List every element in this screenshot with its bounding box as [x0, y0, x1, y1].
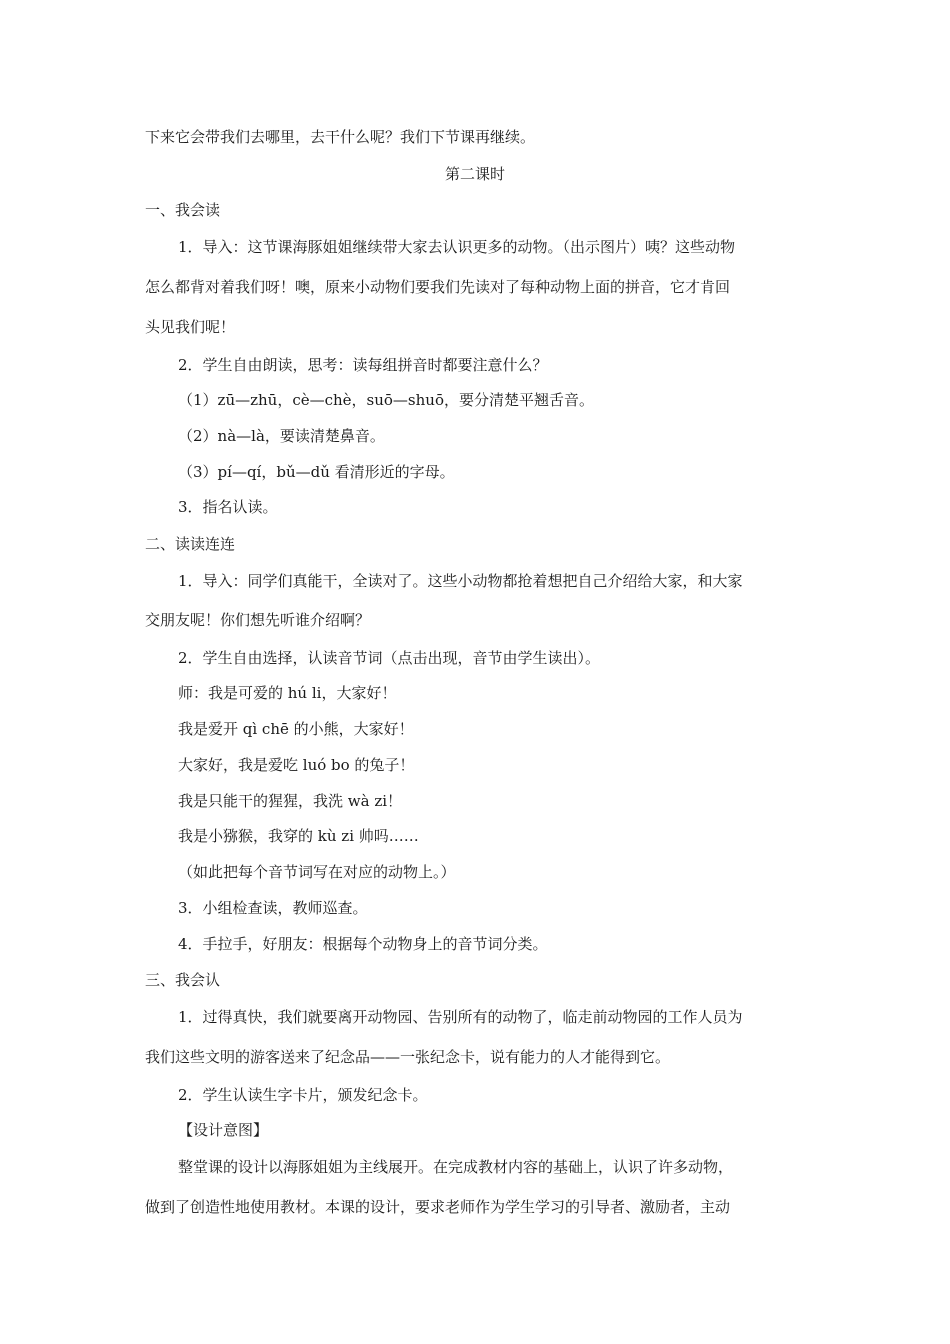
paragraph-line: 2．学生自由朗读，思考：读每组拼音时都要注意什么？: [178, 356, 548, 374]
dialogue-line: 我是爱开 qì chē 的小熊，大家好！: [178, 720, 414, 738]
list-item: （1）zū—zhū，cè—chè，suō—shuō，要分清楚平翘舌音。: [178, 391, 594, 409]
dialogue-line: 我是只能干的猩猩，我洗 wà zi！: [178, 792, 403, 810]
paragraph-line: 1．导入：这节课海豚姐姐继续带大家去认识更多的动物。（出示图片）咦？这些动物: [178, 238, 736, 256]
paragraph-line: 3．指名认读。: [178, 498, 278, 516]
paragraph-line: 1．导入：同学们真能干，全读对了。这些小动物都抢着想把自己介绍给大家，和大家: [178, 572, 743, 590]
dialogue-line: 师：我是可爱的 hú li，大家好！: [178, 684, 397, 702]
paragraph-line: 我们这些文明的游客送来了纪念品——一张纪念卡，说有能力的人才能得到它。: [145, 1048, 671, 1066]
section-heading: 一、我会读: [145, 201, 221, 219]
paragraph-line: 2．学生认读生字卡片，颁发纪念卡。: [178, 1086, 428, 1104]
dialogue-line: 大家好，我是爱吃 luó bo 的兔子！: [178, 756, 415, 774]
list-item: （2）nà—là，要读清楚鼻音。: [178, 427, 385, 445]
paragraph-line: 做到了创造性地使用教材。本课的设计，要求老师作为学生学习的引导者、激励者，主动: [145, 1198, 731, 1216]
paragraph-line: （如此把每个音节词写在对应的动物上。）: [178, 863, 456, 881]
list-item: （3）pí—qí，bǔ—dǔ 看清形近的字母。: [178, 463, 455, 481]
paragraph-line: 交朋友呢！你们想先听谁介绍啊？: [145, 611, 371, 629]
paragraph-line: 整堂课的设计以海豚姐姐为主线展开。在完成教材内容的基础上，认识了许多动物，: [178, 1158, 734, 1176]
design-intent-heading: 【设计意图】: [178, 1121, 269, 1139]
paragraph-line: 头见我们呢！: [145, 318, 236, 336]
section-heading: 二、读读连连: [145, 535, 236, 553]
dialogue-line: 我是小猕猴，我穿的 kù zi 帅吗……: [178, 827, 419, 845]
paragraph-line: 怎么都背对着我们呀！噢，原来小动物们要我们先读对了每种动物上面的拼音，它才肯回: [145, 278, 731, 296]
paragraph-line: 3．小组检查读，教师巡查。: [178, 899, 368, 917]
paragraph-line: 下来它会带我们去哪里，去干什么呢？我们下节课再继续。: [145, 128, 536, 146]
lesson-heading: 第二课时: [444, 165, 505, 183]
paragraph-line: 1．过得真快，我们就要离开动物园、告别所有的动物了，临走前动物园的工作人员为: [178, 1008, 743, 1026]
section-heading: 三、我会认: [145, 971, 221, 989]
paragraph-line: 4．手拉手，好朋友：根据每个动物身上的音节词分类。: [178, 935, 548, 953]
paragraph-line: 2．学生自由选择，认读音节词（点击出现，音节由学生读出）。: [178, 649, 601, 667]
